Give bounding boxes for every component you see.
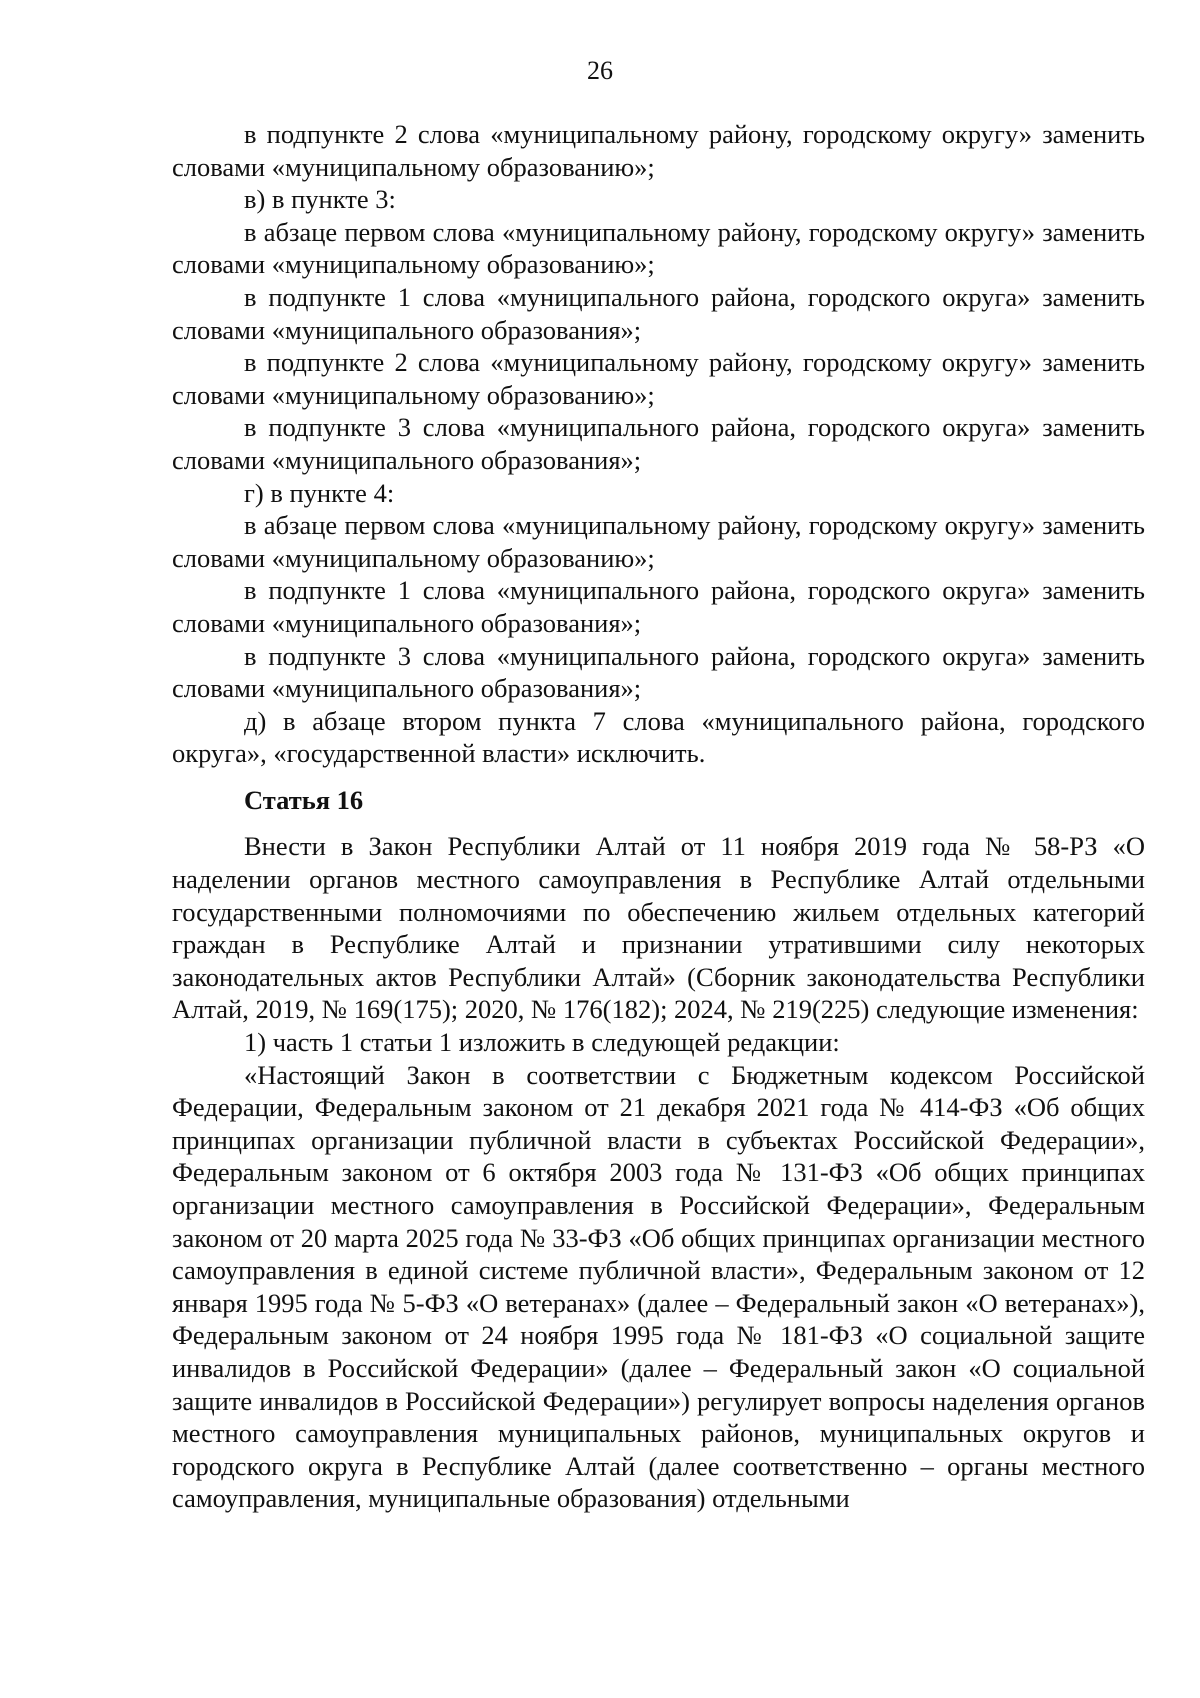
paragraph: в подпункте 1 слова «муниципального района, городского округа» заменить словами «муниципального образования»; <box>172 281 1145 345</box>
paragraph: в подпункте 2 слова «муниципальному району, городскому округу» заменить словами «муниципальному образованию»; <box>172 347 1145 410</box>
paragraph: в подпункте 2 слова «муниципальному району, городскому округу» заменить словами «муниципальному образованию»; <box>172 119 1145 182</box>
paragraph: в подпункте 1 слова «муниципального района, городского округа» заменить словами «муниципального образования»; <box>172 575 1145 638</box>
paragraph: г) в пункте 4: <box>244 477 395 508</box>
document-body <box>172 118 1145 1515</box>
paragraph: в абзаце первом слова «муниципальному району, городскому округу» заменить словами «муниципальному образованию»; <box>172 510 1145 573</box>
paragraph: в) в пункте 3: <box>244 184 396 215</box>
paragraph: в подпункте 3 слова «муниципального района, городского округа» заменить словами «муниципального образования»; <box>172 412 1145 475</box>
paragraph: в абзаце первом слова «муниципальному району, городскому округу» заменить словами «муниципальному образованию»; <box>172 216 1145 280</box>
page-number: 26 <box>587 56 613 85</box>
article-heading: Статья 16 <box>244 784 364 815</box>
paragraph: 1) часть 1 статьи 1 изложить в следующей редакции: <box>244 1027 840 1058</box>
paragraph: «Настоящий Закон в соответствии с Бюджетным кодексом Российской Федерации, Федеральным законом от 21 декабря 2021 года № 414-ФЗ «Об общих принципах организации публичной власти в субъектах Российской Федерации», Федеральным законом от 6 октября 2003 года № 131-ФЗ «Об общих принципах организации местного самоуправления в Российской Федерации», Федеральным законом от 20 марта 2025 года № 33-ФЗ «Об общих принципах организации местного самоуправления в единой системе публичной власти», Федеральным законом от 12 января 1995 года № 5-ФЗ «О ветеранах» (далее – Федеральный закон «О ветеранах»), Федеральным законом от 24 ноября 1995 года № 181-ФЗ «О социальной защите инвалидов в Российской Федерации» (далее – Федеральный закон «О социальной защите инвалидов в Российской Федерации») регулирует вопросы наделения органов местного самоуправления муниципальных районов, муниципальных округов и городского округа в Республике Алтай (далее соответственно – органы местного самоуправления, муниципальные образования) отдельными <box>172 1059 1145 1514</box>
paragraph: д) в абзаце втором пункта 7 слова «муниципального района, городского округа», «государственной власти» исключить. <box>172 705 1145 769</box>
paragraph: Внести в Закон Республики Алтай от 11 ноября 2019 года № 58-РЗ «О наделении органов местного самоуправления в Республике Алтай отдельными государственными полномочиями по обеспечению жильем отдельных категорий граждан в Республике Алтай и признании утратившими силу некоторых законодательных актов Республики Алтай» (Сборник законодательства Республики Алтай, 2019, № 169(175); 2020, № 176(182); 2024, № 219(225) следующие изменения: <box>172 831 1145 1025</box>
paragraph: в подпункте 3 слова «муниципального района, городского округа» заменить словами «муниципального образования»; <box>172 640 1145 704</box>
